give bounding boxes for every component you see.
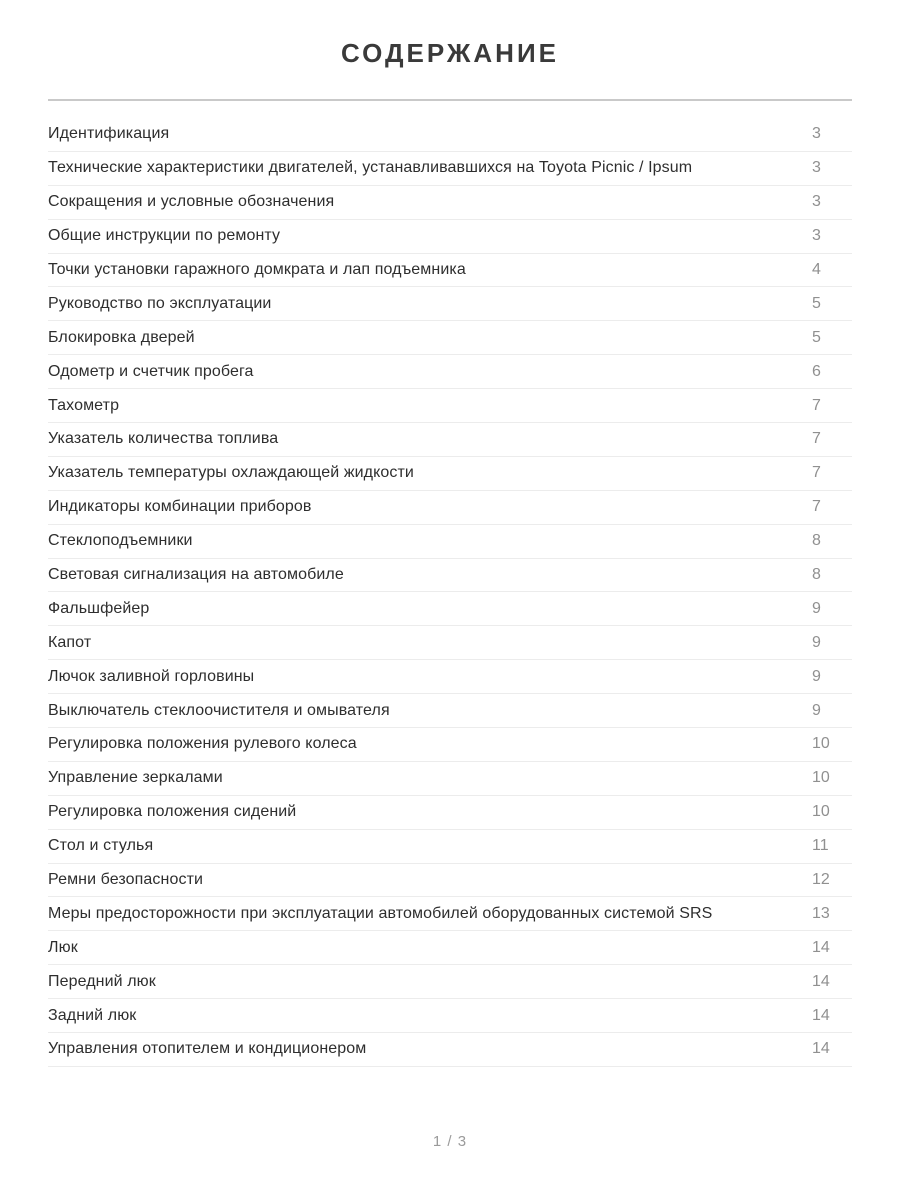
toc-entry[interactable] xyxy=(48,254,852,288)
toc-entry-page-number: 10 xyxy=(812,769,830,787)
toc-entry[interactable] xyxy=(48,491,852,525)
toc-entry-page-number: 8 xyxy=(812,532,821,550)
toc-entry-title: Сокращения и условные обозначения xyxy=(48,193,335,211)
toc-entry-title: Выключатель стеклоочистителя и омывателя xyxy=(48,701,390,719)
toc-entry-page-number: 14 xyxy=(812,938,830,956)
toc-entry[interactable] xyxy=(48,931,852,965)
toc-entry-title: Общие инструкции по ремонту xyxy=(48,227,281,245)
toc-entry[interactable] xyxy=(48,965,852,999)
toc-entry-title: Тахометр xyxy=(48,396,120,414)
toc-entry-page-number: 9 xyxy=(812,633,821,651)
toc-entry[interactable] xyxy=(48,762,852,796)
toc-entry-page-number: 14 xyxy=(812,1040,830,1058)
toc-entry[interactable] xyxy=(48,999,852,1033)
toc-entry-title: Точки установки гаражного домкрата и лап подъемника xyxy=(48,261,466,278)
toc-entry-page-number: 3 xyxy=(812,159,821,177)
title-divider xyxy=(48,99,852,101)
toc-entry[interactable] xyxy=(48,525,852,559)
toc-entry-page-number: 3 xyxy=(812,125,821,143)
toc-entry-title: Стол и стулья xyxy=(48,837,154,855)
toc-entry[interactable] xyxy=(48,423,852,457)
toc-entry-title: Меры предосторожности при эксплуатации автомобилей оборудованных системой SRS xyxy=(48,904,713,922)
toc-entry[interactable] xyxy=(48,592,852,626)
toc-entry[interactable] xyxy=(48,1033,852,1067)
toc-entry-title: Указатель температуры охлаждающей жидкости xyxy=(48,464,414,482)
table-of-contents xyxy=(48,118,852,1067)
toc-entry-title: Указатель количества топлива xyxy=(48,430,279,448)
toc-entry-page-number: 7 xyxy=(812,498,821,516)
page-title: СОДЕРЖАНИЕ xyxy=(341,38,559,68)
toc-entry-page-number: 14 xyxy=(812,972,830,990)
toc-entry-title: Управление зеркалами xyxy=(48,769,223,787)
toc-entry-page-number: 7 xyxy=(812,396,821,414)
toc-entry-title: Управления отопителем и кондиционером xyxy=(48,1040,367,1058)
toc-entry-title: Индикаторы комбинации приборов xyxy=(48,498,312,516)
toc-entry-page-number: 10 xyxy=(812,803,830,821)
toc-entry-title: Люк xyxy=(48,938,78,956)
toc-entry[interactable] xyxy=(48,796,852,830)
toc-entry-page-number: 6 xyxy=(812,362,821,380)
toc-entry-title: Идентификация xyxy=(48,125,170,143)
toc-entry-page-number: 12 xyxy=(812,871,830,889)
toc-entry[interactable] xyxy=(48,559,852,593)
toc-entry-title: Лючок заливной горловины xyxy=(48,667,255,685)
toc-entry-page-number: 10 xyxy=(812,735,830,753)
toc-entry[interactable] xyxy=(48,830,852,864)
toc-entry[interactable] xyxy=(48,186,852,220)
page-indicator: 1 / 3 xyxy=(432,1132,468,1150)
toc-entry-title: Одометр и счетчик пробега xyxy=(48,362,254,380)
toc-entry-page-number: 3 xyxy=(812,227,821,245)
toc-entry-title: Световая сигнализация на автомобиле xyxy=(48,566,344,584)
toc-entry-title: Стеклоподъемники xyxy=(48,532,193,550)
toc-entry-title: Блокировка дверей xyxy=(48,328,195,346)
toc-entry[interactable] xyxy=(48,355,852,389)
toc-entry-page-number: 14 xyxy=(812,1006,830,1024)
toc-entry-page-number: 7 xyxy=(812,464,821,482)
toc-entry-title: Капот xyxy=(48,633,92,651)
toc-entry[interactable] xyxy=(48,897,852,931)
toc-entry[interactable] xyxy=(48,626,852,660)
toc-entry-page-number: 9 xyxy=(812,701,821,719)
toc-entry[interactable] xyxy=(48,152,852,186)
toc-entry[interactable] xyxy=(48,389,852,423)
toc-entry[interactable] xyxy=(48,660,852,694)
toc-entry-page-number: 7 xyxy=(812,430,821,448)
toc-entry-page-number: 11 xyxy=(812,837,829,855)
toc-entry-page-number: 9 xyxy=(812,667,821,685)
toc-entry-page-number: 5 xyxy=(812,328,821,346)
toc-entry-page-number: 9 xyxy=(812,599,821,617)
toc-entry-page-number: 4 xyxy=(812,261,821,278)
toc-entry[interactable] xyxy=(48,694,852,728)
toc-entry[interactable] xyxy=(48,118,852,152)
toc-entry-title: Передний люк xyxy=(48,972,156,990)
toc-entry[interactable] xyxy=(48,321,852,355)
toc-entry[interactable] xyxy=(48,287,852,321)
toc-entry-page-number: 8 xyxy=(812,566,821,584)
toc-entry-title: Фальшфейер xyxy=(48,599,150,617)
toc-entry-title: Ремни безопасности xyxy=(48,871,204,889)
toc-entry-title: Задний люк xyxy=(48,1006,137,1024)
toc-entry-title: Руководство по эксплуатации xyxy=(48,294,272,312)
toc-entry[interactable] xyxy=(48,220,852,254)
toc-entry-page-number: 13 xyxy=(812,904,830,922)
toc-entry[interactable] xyxy=(48,457,852,491)
toc-entry-title: Технические характеристики двигателей, устанавливавшихся на Toyota Picnic / Ipsum xyxy=(48,159,693,177)
toc-entry-page-number: 5 xyxy=(812,294,821,312)
toc-entry[interactable] xyxy=(48,728,852,762)
toc-entry[interactable] xyxy=(48,864,852,898)
toc-entry-title: Регулировка положения сидений xyxy=(48,803,297,821)
toc-entry-title: Регулировка положения рулевого колеса xyxy=(48,735,357,753)
toc-entry-page-number: 3 xyxy=(812,193,821,211)
